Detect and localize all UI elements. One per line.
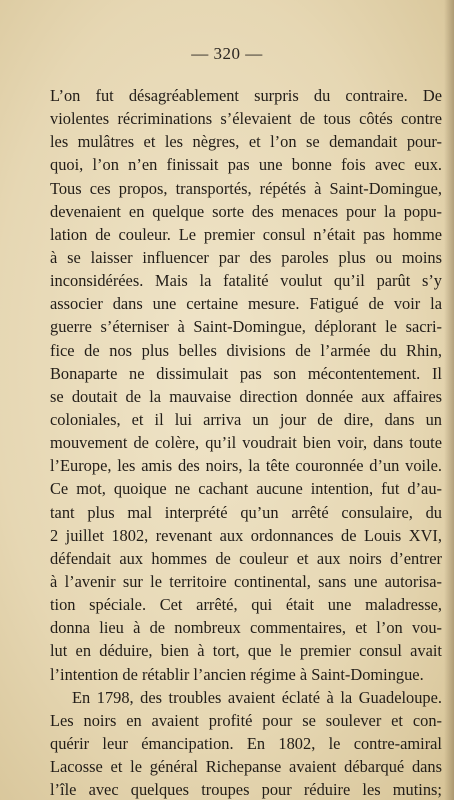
text-line: à se laisser influencer par des paroles plus ou moins xyxy=(50,247,442,267)
text-line: à l’avenir sur le territoire continental, sans une autorisa- xyxy=(50,571,442,591)
text-line: quérir leur émancipation. En 1802, le contre-amiral xyxy=(50,733,442,753)
text-line: défendait aux hommes de couleur et aux noirs d’entrer xyxy=(50,548,442,568)
body-text xyxy=(50,84,442,800)
text-line: L’on fut désagréablement surpris du contraire. De xyxy=(50,86,442,105)
text-line: Bonaparte ne dissimulait pas son mécontentement. Il xyxy=(50,363,442,383)
text-line: l’intention de rétablir l’ancien régime à Saint-Domingue. xyxy=(50,664,424,684)
text-line: violentes récriminations s’élevaient de tous côtés contre xyxy=(50,109,442,129)
text-line: Les noirs en avaient profité pour se soulever et con- xyxy=(50,710,442,730)
text-line: donna lieu à de nombreux commentaires, et l’on vou- xyxy=(50,618,442,638)
text-line: l’île avec quelques troupes pour réduire les mutins; xyxy=(50,780,442,800)
text-line: inconsidérées. Mais la fatalité voulut qu’il parût s’y xyxy=(50,271,442,291)
text-line: Tous ces propos, transportés, répétés à Saint-Domingue, xyxy=(50,178,442,198)
page-edge-shadow xyxy=(444,0,454,800)
text-line: lut en déduire, bien à tort, que le premier consul avait xyxy=(50,641,442,661)
text-line: associer dans une certaine mesure. Fatigué de voir la xyxy=(50,294,442,314)
text-line: Lacosse et le général Richepanse avaient débarqué dans xyxy=(50,757,442,777)
text-line: Ce mot, quoique ne cachant aucune intention, fut d’au- xyxy=(50,479,442,499)
text-line: tion spéciale. Cet arrêté, qui était une maladresse, xyxy=(50,595,442,615)
text-line: tant plus mal interprété qu’un arrêté consulaire, du xyxy=(50,502,442,522)
text-line: lation de couleur. Le premier consul n’était pas homme xyxy=(50,224,442,244)
text-line: devenaient en quelque sorte des menaces pour la popu- xyxy=(50,201,442,221)
text-line: coloniales, et il lui arriva un jour de dire, dans un xyxy=(50,409,442,429)
page-number: — 320 — xyxy=(191,44,263,63)
text-line: quoi, l’on n’en finissait pas une bonne fois avec eux. xyxy=(50,155,442,175)
text-line: se doutait de la mauvaise direction donnée aux affaires xyxy=(50,386,442,406)
text-line: fice de nos plus belles divisions de l’armée du Rhin, xyxy=(50,340,442,360)
text-line: l’Europe, les amis des noirs, la tête couronnée d’un voile. xyxy=(50,456,442,476)
text-line: 2 juillet 1802, revenant aux ordonnances de Louis XVI, xyxy=(50,525,442,545)
text-line: guerre s’éterniser à Saint-Domingue, déplorant le sacri- xyxy=(50,317,442,337)
text-line: mouvement de colère, qu’il voudrait bien voir, dans toute xyxy=(50,433,442,453)
text-line: En 1798, des troubles avaient éclaté à la Guadeloupe. xyxy=(72,687,442,707)
text-line: les mulâtres et les nègres, et l’on se demandait pour- xyxy=(50,132,442,152)
